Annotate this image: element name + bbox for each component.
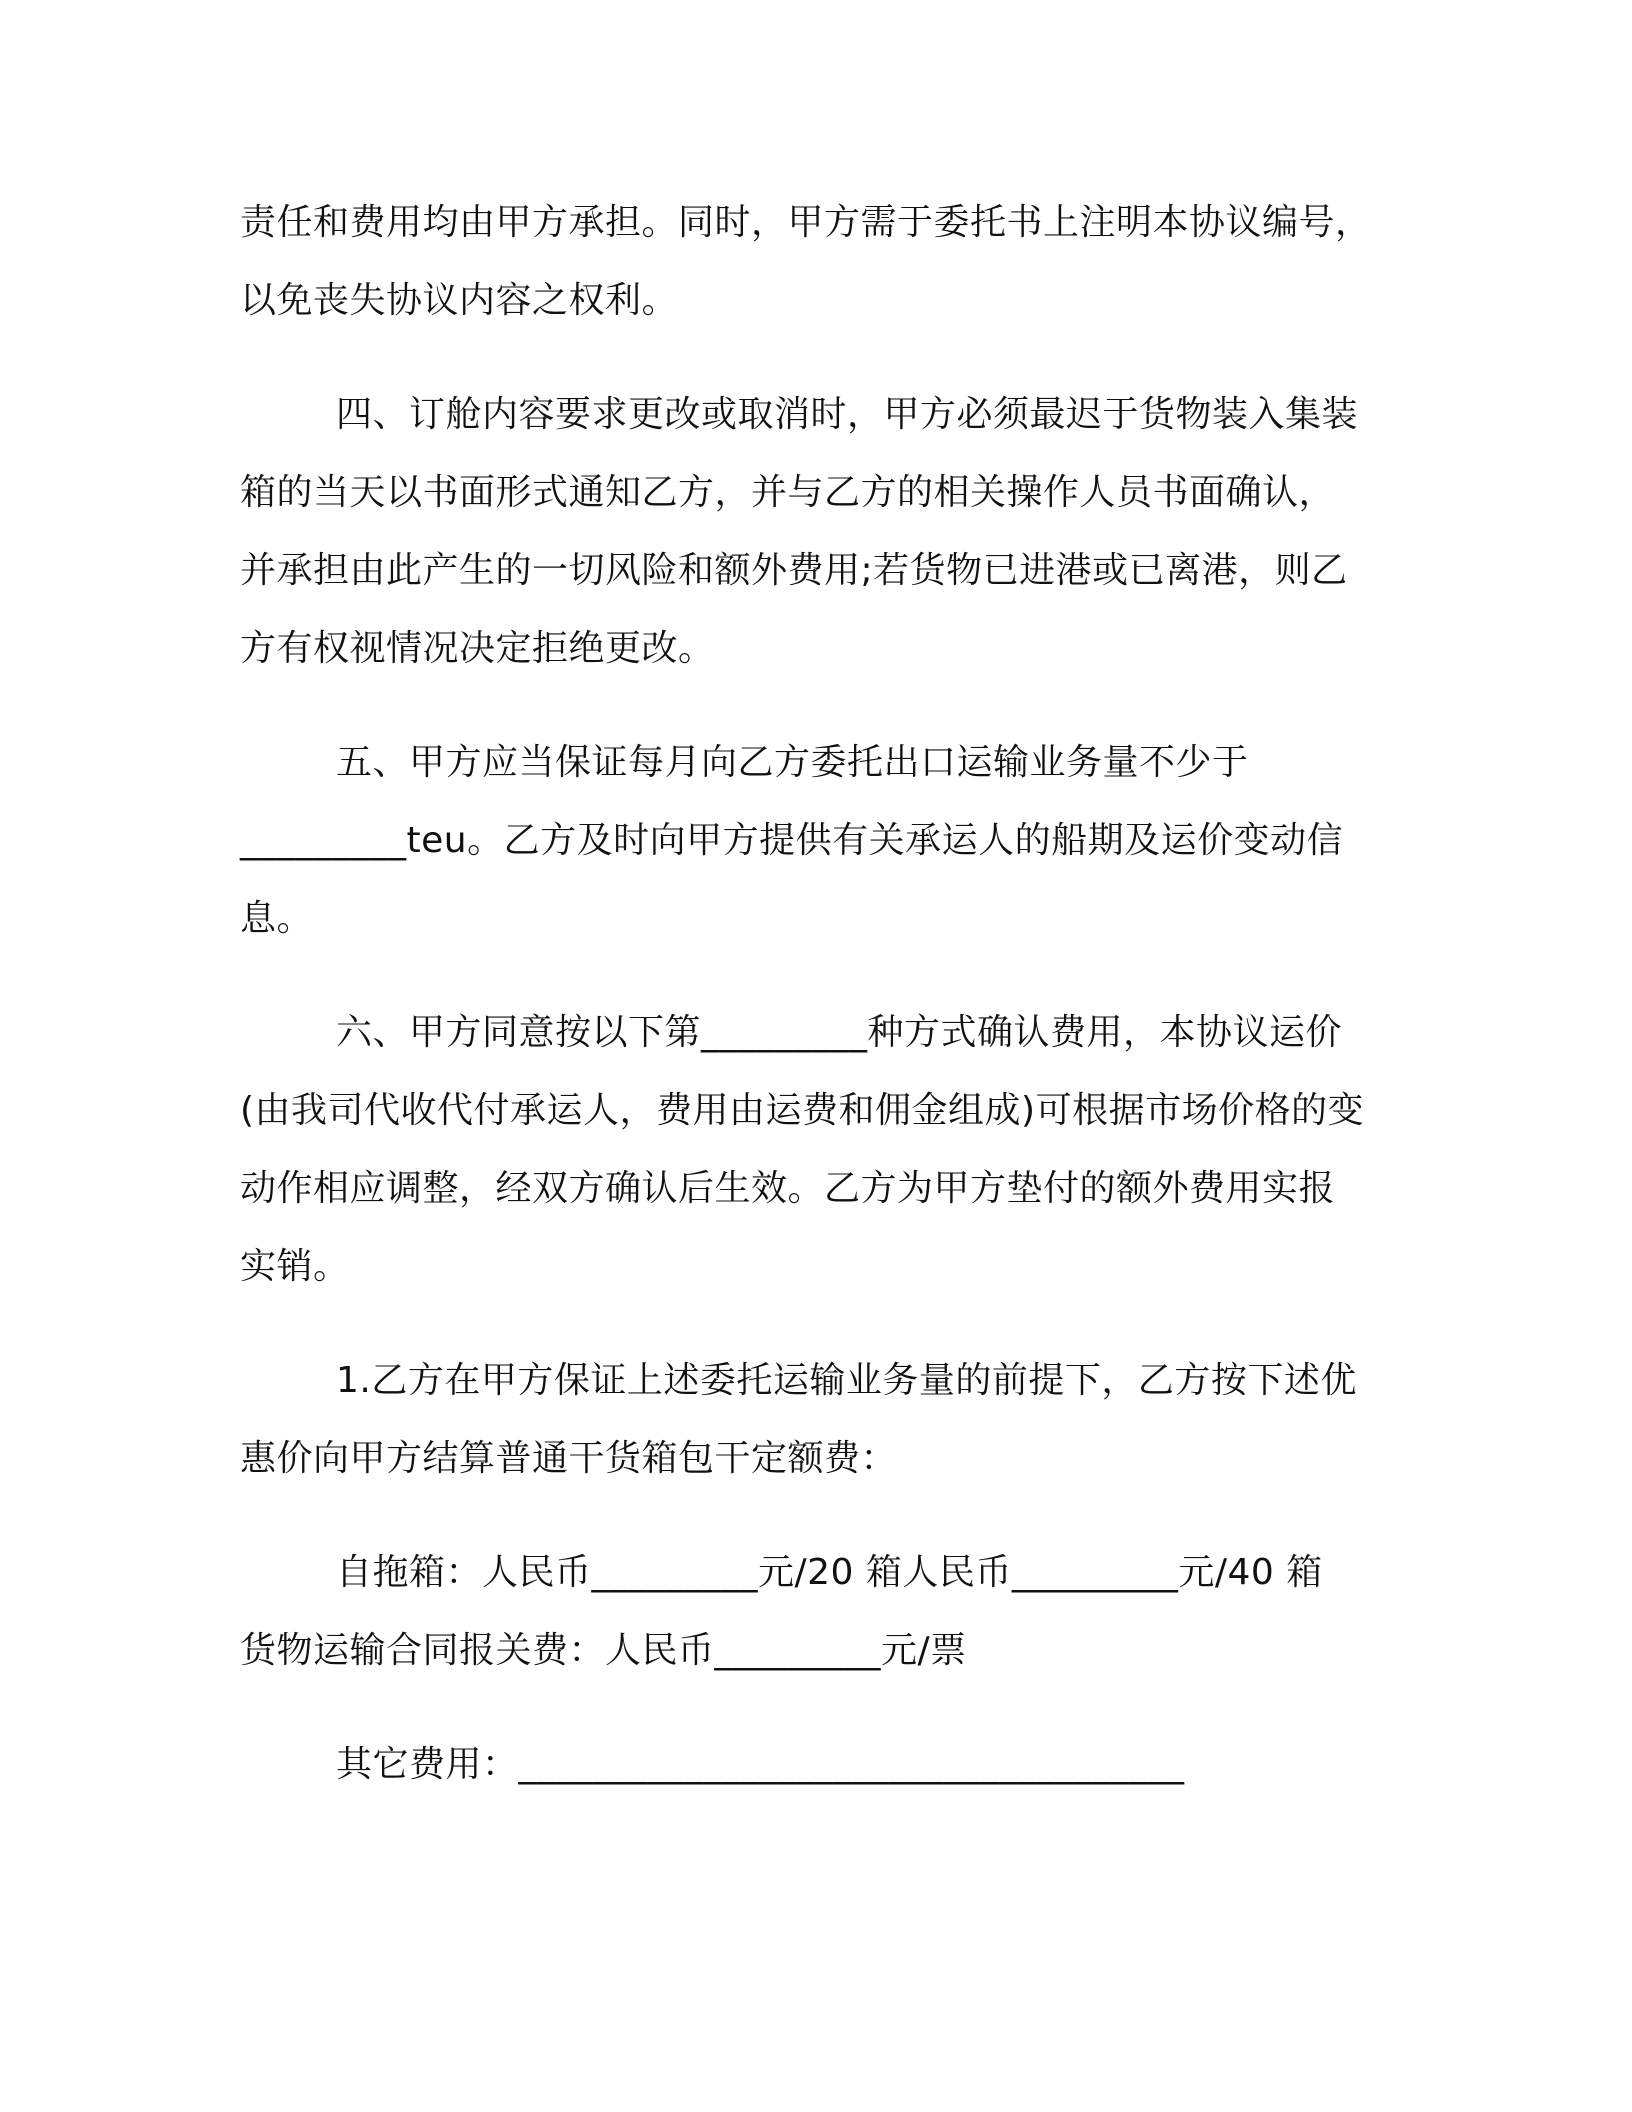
text-line: 箱的当天以书面形式通知乙方，并与乙方的相关操作人员书面确认， bbox=[240, 472, 1336, 513]
paragraph-fees bbox=[240, 1534, 1376, 1690]
text-line: 四、订舱内容要求更改或取消时，甲方必须最迟于货物装入集装 bbox=[336, 394, 1359, 435]
paragraph-other-fees bbox=[240, 1726, 1376, 1804]
document-body bbox=[240, 184, 1376, 1804]
text-line: 方有权视情况决定拒绝更改。 bbox=[240, 628, 715, 669]
text-line: 并承担由此产生的一切风险和额外费用;若货物已进港或已离港，则乙 bbox=[240, 550, 1348, 591]
text-line: (由我司代收代付承运人，费用由运费和佣金组成)可根据市场价格的变 bbox=[240, 1090, 1365, 1131]
text-line: 息。 bbox=[240, 898, 314, 939]
paragraph-liability-continued bbox=[240, 184, 1376, 340]
text-line: 自拖箱：人民币_________元/20 箱人民币_________元/40 箱 bbox=[336, 1552, 1323, 1593]
text-line: 动作相应调整，经双方确认后生效。乙方为甲方垫付的额外费用实报 bbox=[240, 1168, 1336, 1209]
text-line: 六、甲方同意按以下第_________种方式确认费用，本协议运价 bbox=[336, 1012, 1343, 1053]
text-line: 五、甲方应当保证每月向乙方委托出口运输业务量不少于 bbox=[336, 742, 1249, 783]
paragraph-clause-4 bbox=[240, 376, 1376, 688]
text-line: 1.乙方在甲方保证上述委托运输业务量的前提下，乙方按下述优 bbox=[336, 1360, 1357, 1401]
text-line: 其它费用：____________________________________ bbox=[336, 1744, 1185, 1785]
paragraph-clause-6-1 bbox=[240, 1342, 1376, 1498]
text-line: 以免丧失协议内容之权利。 bbox=[240, 280, 679, 321]
text-line: 货物运输合同报关费：人民币_________元/票 bbox=[240, 1630, 967, 1671]
paragraph-clause-6 bbox=[240, 994, 1376, 1306]
text-line: 责任和费用均由甲方承担。同时，甲方需于委托书上注明本协议编号， bbox=[240, 202, 1372, 243]
text-line: _________teu。乙方及时向甲方提供有关承运人的船期及运价变动信 bbox=[240, 820, 1344, 861]
text-line: 惠价向甲方结算普通干货箱包干定额费： bbox=[240, 1438, 898, 1479]
paragraph-clause-5 bbox=[240, 724, 1376, 958]
text-line: 实销。 bbox=[240, 1246, 350, 1287]
